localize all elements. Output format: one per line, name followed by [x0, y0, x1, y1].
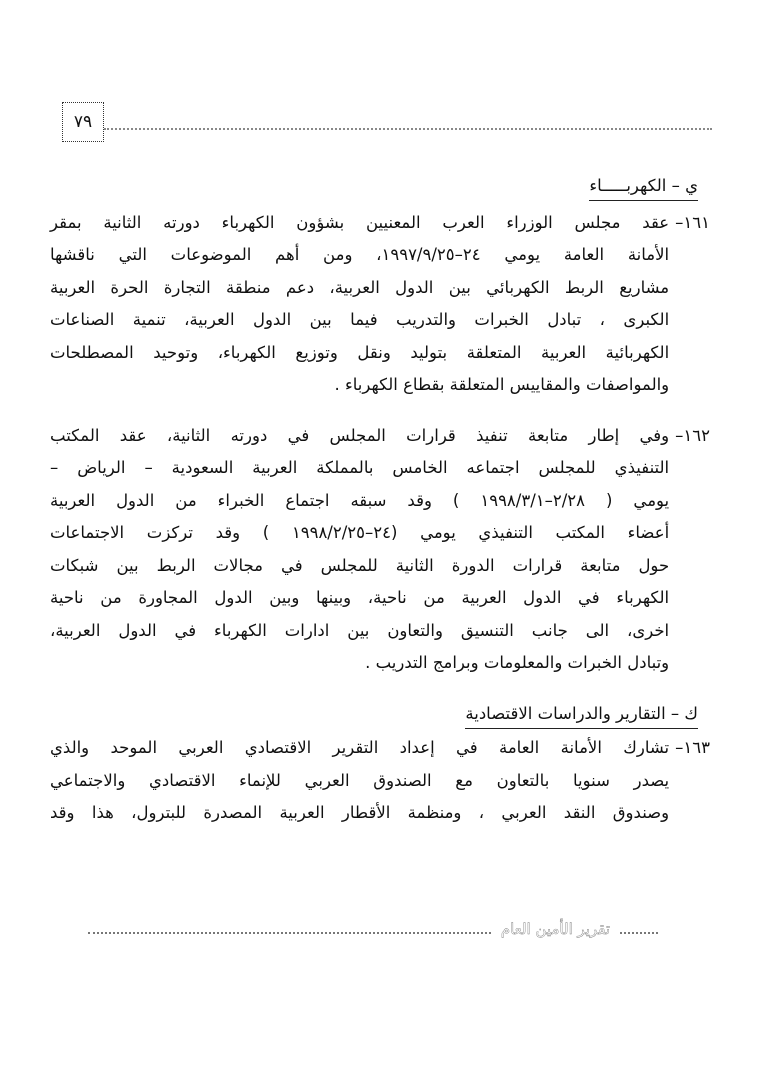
paragraph-number: ١٦٢– — [675, 425, 710, 445]
paragraph-number: ١٦١– — [675, 212, 710, 232]
text-line: يصدر سنويا بالتعاون مع الصندوق العربي للإنماء الاقتصادي والاجتماعي — [50, 770, 670, 790]
text-line: تشارك الأمانة العامة في إعداد التقرير الاقتصادي العربي الموحد والذي — [50, 738, 670, 757]
footer-dotted-rule — [88, 932, 491, 934]
page-content — [50, 170, 710, 848]
paragraph-163 — [50, 732, 710, 830]
text-line: عقد مجلس الوزراء العرب المعنيين بشؤون الكهرباء دورته الثانية بمقر — [50, 212, 670, 232]
section-economic-reports — [50, 698, 710, 731]
text-line: والمواصفات والمقاييس المتعلقة بقطاع الكهرباء . — [334, 375, 670, 394]
text-line: وصندوق النقد العربي ، ومنظمة الأقطار العربية المصدرة للبترول، هذا وقد — [50, 803, 670, 822]
section-heading-economic-reports: ك – التقارير والدراسات الاقتصادية — [465, 702, 698, 729]
paragraph-text — [50, 207, 669, 402]
text-line: اخرى، الى جانب التنسيق والتعاون بين ادارات الكهرباء في الدول العربية، — [50, 620, 670, 640]
footer-title: تقرير الأمين العام — [500, 920, 610, 938]
page-number: ٧٩ — [62, 102, 104, 142]
text-line: الأمانة العامة يومي ٢٤–١٩٩٧/٩/٢٥، ومن أهم الموضوعات التي ناقشها — [50, 245, 670, 264]
section-heading-electricity: ي – الكهربـــــاء — [589, 174, 698, 201]
header-dotted-rule — [104, 128, 712, 130]
text-line: التنفيذي للمجلس اجتماعه الخامس بالمملكة العربية السعودية – الرياض – — [50, 458, 670, 477]
section-electricity — [50, 170, 710, 203]
paragraph-number: ١٦٣– — [675, 738, 710, 757]
text-line: الكهربائية العربية المتعلقة بتوليد ونقل وتوزيع الكهرباء، وتوحيد المصطلحات — [50, 342, 670, 362]
text-line: الكبرى ، تبادل الخبرات والتدريب فيما بين الدول العربية، تنمية الصناعات — [50, 310, 670, 329]
text-line: أعضاء المكتب التنفيذي يومي (٢٤–١٩٩٨/٢/٢٥ ) وقد تركزت الاجتماعات — [50, 523, 670, 542]
footer-dotted-rule — [620, 932, 658, 934]
text-line: وفي إطار متابعة تنفيذ قرارات المجلس في دورته الثانية، عقد المكتب — [50, 425, 670, 445]
page-footer — [88, 918, 658, 940]
paragraph-text — [50, 420, 669, 680]
page-header — [62, 102, 712, 146]
text-line: حول متابعة قرارات الدورة الثانية للمجلس في مجالات الربط بين شبكات — [50, 555, 670, 575]
text-line: الكهرباء في الدول العربية من ناحية، وبينها وبين الدول المجاورة من ناحية — [50, 588, 670, 607]
paragraph-text — [50, 732, 669, 830]
paragraph-161 — [50, 207, 710, 402]
paragraph-162 — [50, 420, 710, 680]
text-line: يومي ( ٢/٢٨–١٩٩٨/٣/١ ) وقد سبقه اجتماع الخبراء من الدول العربية — [50, 490, 670, 510]
text-line: وتبادل الخبرات والمعلومات وبرامج التدريب . — [365, 653, 670, 672]
text-line: مشاريع الربط الكهربائي بين الدول العربية، دعم منطقة التجارة الحرة العربية — [50, 277, 670, 297]
